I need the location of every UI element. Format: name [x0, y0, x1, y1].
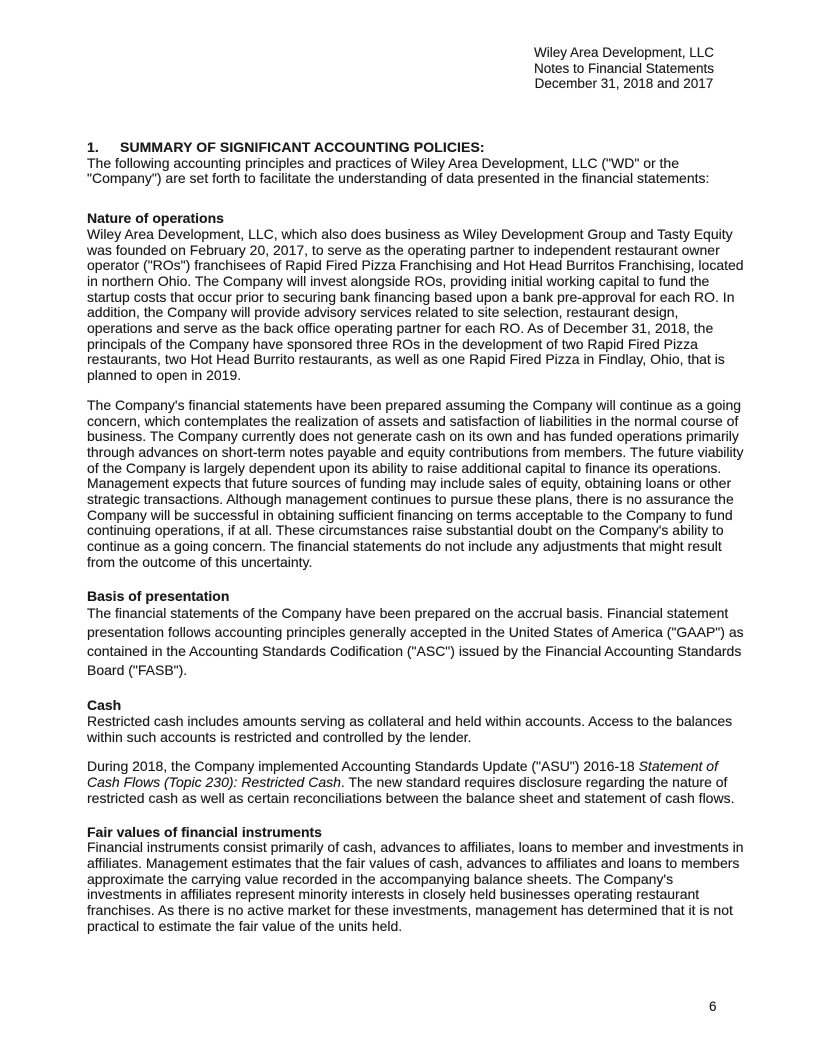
nature-paragraph-1: Wiley Area Development, LLC, which also does business as Wiley Development Group and Tasty Equity was founded on February 20, 2017, to serve as the operating partner to independent restaurant owner operator ("ROs") franchisees of Rapid Fired Pizza Franchising and Hot Head Burritos Franchising, located in northern Ohio. The Company will invest alongside ROs, providing initial working capital to fund the startup costs that occur prior to securing bank financing based upon a bank pre-approval for each RO. In addition, the Company will provide advisory services related to site selection, restaurant design, operations and serve as the back office operating partner for each RO. As of December 31, 2018, the principals of the Company have sponsored three ROs in the development of two Rapid Fired Pizza restaurants, two Hot Head Burrito restaurants, as well as one Rapid Fired Pizza in Findlay, Ohio, that is planned to open in 2019. [87, 225, 744, 384]
report-header [519, 45, 729, 92]
nature-paragraph-2: The Company's financial statements have been prepared assuming the Company will continue as a going concern, which contemplates the realization of assets and satisfaction of liabilities in the normal course of business. The Company currently does not generate cash on its own and has funded operations primarily through advances on short-term notes payable and equity contributions from members. The future viability of the Company is largely dependent upon its ability to raise additional capital to finance its operations. Management expects that future sources of funding may include sales of equity, obtaining loans or other strategic transactions. Although management continues to pursue these plans, there is no assurance the Company will be successful in obtaining sufficient financing on terms acceptable to the Company to fund continuing operations, if at all. These circumstances raise substantial doubt on the Company's ability to continue as a going concern. The financial statements do not include any adjustments that might result from the outcome of this uncertainty. [87, 396, 744, 570]
cash-paragraph-2 [87, 759, 745, 806]
cash-asu-standard-title: Statement of Cash Flows (Topic 230): Restricted Cash [87, 758, 718, 791]
company-name: Wiley Area Development, LLC [533, 45, 715, 60]
basis-paragraph: The financial statements of the Company have been prepared on the accrual basis. Financial statement presentation follows accounting principles generally accepted in the United States of America ("GAAP") as contained in the Accounting Standards Codification ("ASC") issued by the Financial Accounting Standards Board ("FASB"). [87, 605, 744, 679]
heading-cash: Cash [87, 697, 122, 714]
cash-asu-text-after: . The new standard requires disclosure regarding the nature of restricted cash as well as certain reconciliations between the balance sheet and statement of cash flows. [87, 774, 735, 806]
cash-asu-text-before: During 2018, the Company implemented Accounting Standards Update ("ASU") 2016-18 [87, 758, 639, 775]
document-body [87, 140, 745, 934]
section-title-text: SUMMARY OF SIGNIFICANT ACCOUNTING POLICIES: [120, 139, 485, 155]
heading-basis-of-presentation: Basis of presentation [87, 587, 230, 604]
page-number: 6 [709, 999, 717, 1014]
heading-fair-values: Fair values of financial instruments [87, 823, 322, 840]
report-date: December 31, 2018 and 2017 [534, 76, 714, 92]
section-number: 1. [87, 139, 99, 155]
report-subtitle: Notes to Financial Statements [533, 60, 715, 76]
section-title [87, 140, 745, 156]
intro-paragraph: The following accounting principles and practices of Wiley Area Development, LLC ("WD" or the "Company") are set forth to facilitate the understanding of data presented in the financial statements: [87, 154, 710, 187]
heading-nature-of-operations: Nature of operations [87, 210, 224, 227]
fair-values-paragraph: Financial instruments consist primarily of cash, advances to affiliates, loans to member and investments in affiliates. Management estimates that the fair values of cash, advances to affiliates and loans to members approximate the carrying value recorded in the accompanying balance sheets. The Company's investments in affiliates represent minority interests in closely held businesses operating restaurant franchises. As there is no active market for these investments, management has determined that it is not practical to estimate the fair value of the units held. [87, 839, 744, 934]
cash-paragraph-1: Restricted cash includes amounts serving as collateral and held within accounts. Access to the balances within such accounts is restricted and controlled by the lender. [87, 712, 733, 745]
